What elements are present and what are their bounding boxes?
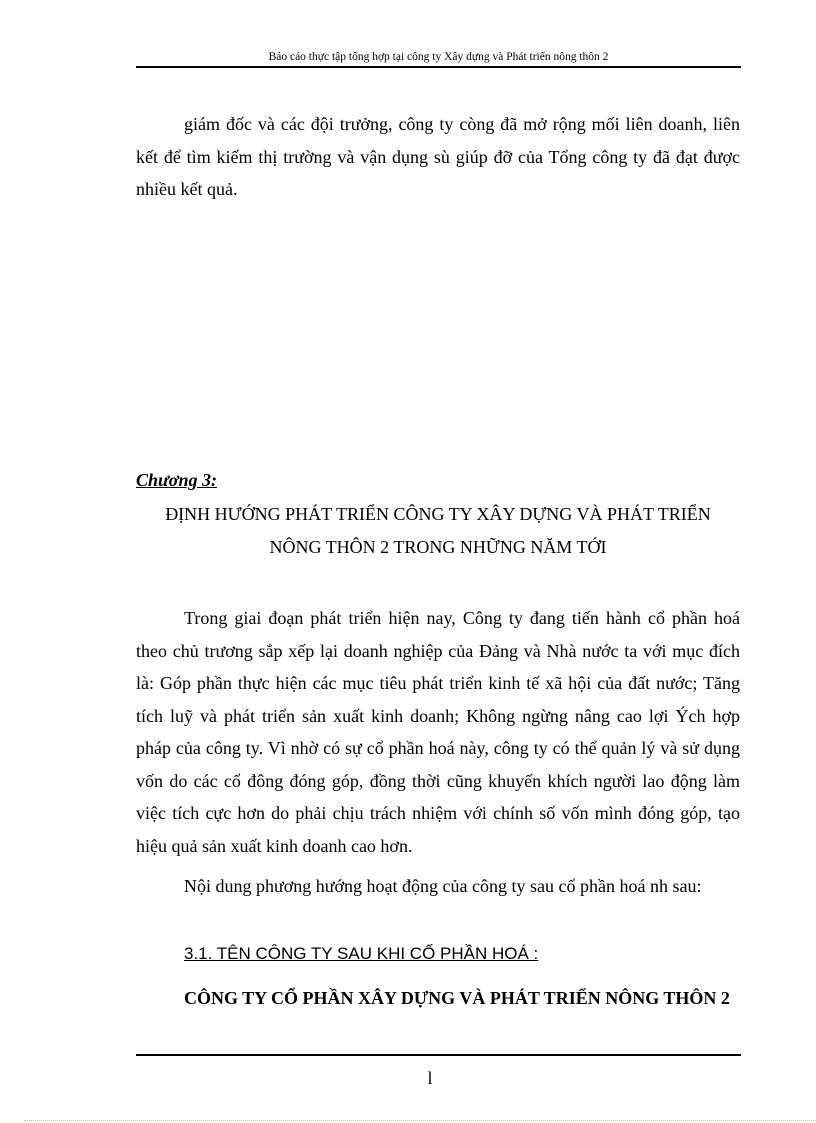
- intro-paragraph: giám đốc và các đội trưởng, công ty còng đã mở rộng mối liên doanh, liên kết để tìm kiếm thị trường và vận dụng sù giúp đỡ của Tổng công ty đã đạt được nhiều kết quả.: [136, 114, 740, 199]
- chapter-title: [136, 498, 740, 564]
- page-number: l: [427, 1068, 433, 1088]
- footer-rule: [136, 1054, 741, 1056]
- paragraph-direction-intro: Nội dung phương hướng hoạt động của công ty sau cổ phần hoá nh sau:: [184, 876, 702, 896]
- chapter-title-line-2: NÔNG THÔN 2 TRONG NHỮNG NĂM TỚI: [269, 537, 607, 557]
- header-rule: [136, 66, 741, 68]
- section-heading-3-1: 3.1. TÊN CÔNG TY SAU KHI CỔ PHẦN HOÁ :: [184, 944, 539, 963]
- chapter-title-line-1: ĐỊNH HƯỚNG PHÁT TRIỂN CÔNG TY XÂY DỰNG VÀ PHÁT TRIỂN: [165, 504, 711, 524]
- company-name: CÔNG TY CỔ PHẦN XÂY DỰNG VÀ PHÁT TRIỂN NÔNG THÔN 2: [184, 988, 730, 1008]
- running-header: Báo cáo thực tập tổng hợp tại công ty Xây dựng và Phát triển nông thôn 2: [268, 51, 609, 63]
- chapter-label: Chương 3:: [136, 470, 217, 490]
- paragraph-restructuring: Trong giai đoạn phát triển hiện nay, Công ty đang tiến hành cổ phần hoá theo chủ trương sắp xếp lại doanh nghiệp của Đảng và Nhà nước ta với mục đích là: Góp phần thực hiện các mục tiêu phát triển kinh tế xã hội của đất nước; Tăng tích luỹ và phát triển sản xuất kinh doanh; Không ngừng nâng cao lợi Ých hợp pháp của công ty. Vì nhờ có sự cổ phần hoá này, công ty có thể quản lý và sử dụng vốn do các cổ đông đóng góp, đồng thời cũng khuyến khích người lao động làm việc tích cực hơn do phải chịu trách nhiệm với chính số vốn mình đóng góp, tạo hiệu quả sản xuất kinh doanh cao hơn.: [136, 608, 740, 856]
- page-edge-divider: [24, 1120, 816, 1121]
